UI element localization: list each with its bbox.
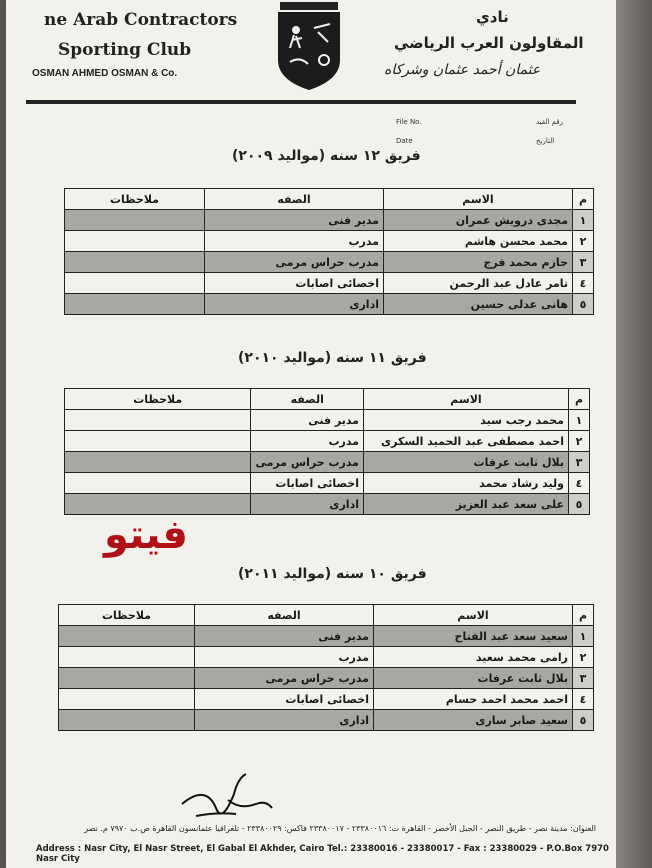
team-10-title: فريق ١٠ سنه (مواليد ٢٠١١) <box>238 566 427 582</box>
footer-address-ar: العنوان: مدينة نصر - طريق النصر - الجبل الأخضر - القاهرة ت: ٢٣٣٨٠٠١٦ - ٢٣٣٨٠٠١٧ فاكس: ٢٣٣٨٠٠٢٩ - تلغرافيا عثمانسون القاهرة ص.ب ٧٩٧٠ م. نصر <box>84 824 596 833</box>
table-row <box>59 689 594 710</box>
col-name: الاسم <box>374 605 573 626</box>
row-role: مدرب <box>205 231 384 252</box>
club-name-ar-line2: المقاولون العرب الرياضي <box>394 34 584 52</box>
row-role: مدرب <box>195 647 374 668</box>
table-header-row <box>65 189 594 210</box>
table-row <box>65 431 590 452</box>
table-row <box>65 273 594 294</box>
row-name: بلال ثابت عرفات <box>374 668 573 689</box>
row-notes <box>65 410 251 431</box>
table-row <box>65 294 594 315</box>
row-name: بلال ثابت عرفات <box>364 452 569 473</box>
row-role: مدرب حراس مرمى <box>205 252 384 273</box>
team-12-table <box>64 188 594 315</box>
table-header-row <box>65 389 590 410</box>
team-11-table <box>64 388 590 515</box>
row-notes <box>59 626 195 647</box>
row-name: احمد محمد احمد حسام <box>374 689 573 710</box>
row-num: ٣ <box>573 252 594 273</box>
row-notes <box>59 689 195 710</box>
col-notes: ملاحظات <box>65 389 251 410</box>
row-role: مدرب حراس مرمى <box>195 668 374 689</box>
row-name: وليد رشاد محمد <box>364 473 569 494</box>
row-notes <box>65 273 205 294</box>
row-notes <box>65 210 205 231</box>
row-role: مدرب <box>251 431 364 452</box>
row-role: ادارى <box>251 494 364 515</box>
row-num: ١ <box>573 626 594 647</box>
row-num: ١ <box>569 410 590 431</box>
col-role: الصفه <box>205 189 384 210</box>
table-row <box>65 452 590 473</box>
row-num: ٥ <box>573 294 594 315</box>
file-no-label-ar: رقم القيد <box>536 118 564 126</box>
row-num: ٥ <box>569 494 590 515</box>
col-num: م <box>573 189 594 210</box>
row-role: ادارى <box>195 710 374 731</box>
row-name: هانى عدلى حسين <box>384 294 573 315</box>
row-name: محمد محسن هاشم <box>384 231 573 252</box>
row-name: سعيد صابر سارى <box>374 710 573 731</box>
row-num: ٥ <box>573 710 594 731</box>
table-row <box>65 410 590 431</box>
row-notes <box>65 252 205 273</box>
row-num: ٤ <box>573 689 594 710</box>
col-num: م <box>573 605 594 626</box>
row-num: ٤ <box>573 273 594 294</box>
row-num: ٣ <box>573 668 594 689</box>
table-row <box>59 647 594 668</box>
row-role: مدرب حراس مرمى <box>251 452 364 473</box>
row-role: ادارى <box>205 294 384 315</box>
team-12-title: فريق ١٢ سنه (مواليد ٢٠٠٩) <box>232 148 421 164</box>
row-num: ٣ <box>569 452 590 473</box>
row-name: محمد رجب سيد <box>364 410 569 431</box>
table-row <box>65 252 594 273</box>
club-logo <box>274 2 344 92</box>
document-page <box>6 0 616 868</box>
row-name: احمد مصطفى عبد الحميد السكرى <box>364 431 569 452</box>
col-notes: ملاحظات <box>59 605 195 626</box>
col-role: الصفه <box>251 389 364 410</box>
row-notes <box>59 647 195 668</box>
row-notes <box>65 473 251 494</box>
company-name-en: OSMAN AHMED OSMAN & Co. <box>32 68 178 79</box>
row-num: ٤ <box>569 473 590 494</box>
table-row <box>65 231 594 252</box>
footer-address-en: Address : Nasr City, El Nasr Street, El Gabal El Akhder, Cairo Tel.: 23380016 - 23380017 - Fax : 23380029 - P.O.Box 7970 Nasr City <box>36 844 609 864</box>
table-row <box>65 473 590 494</box>
col-name: الاسم <box>384 189 573 210</box>
row-name: رامى محمد سعيد <box>374 647 573 668</box>
col-role: الصفه <box>195 605 374 626</box>
date-label: Date <box>396 137 413 145</box>
header-divider <box>26 100 576 104</box>
date-label-ar: التاريخ <box>536 137 555 145</box>
row-notes <box>65 294 205 315</box>
row-notes <box>65 452 251 473</box>
publisher-watermark: فيتو <box>104 512 188 558</box>
table-row <box>59 668 594 689</box>
row-role: اخصائى اصابات <box>195 689 374 710</box>
row-notes <box>59 710 195 731</box>
row-role: مدير فنى <box>195 626 374 647</box>
table-row <box>65 210 594 231</box>
row-role: مدير فنى <box>205 210 384 231</box>
row-name: تامر عادل عبد الرحمن <box>384 273 573 294</box>
col-num: م <box>569 389 590 410</box>
row-num: ٢ <box>573 647 594 668</box>
row-name: حازم محمد فرج <box>384 252 573 273</box>
company-name-ar: عثمان أحمد عثمان وشركاه <box>384 62 541 78</box>
row-notes <box>65 431 251 452</box>
row-notes <box>65 231 205 252</box>
row-role: اخصائى اصابات <box>205 273 384 294</box>
row-notes <box>59 668 195 689</box>
row-name: سعيد سعد عبد الفتاح <box>374 626 573 647</box>
file-no-label: File No. <box>396 118 422 126</box>
row-num: ١ <box>573 210 594 231</box>
row-num: ٢ <box>569 431 590 452</box>
table-row <box>59 710 594 731</box>
row-name: على سعد عبد العزيز <box>364 494 569 515</box>
row-num: ٢ <box>573 231 594 252</box>
club-name-ar-line1: نادي <box>476 8 509 26</box>
row-role: مدير فنى <box>251 410 364 431</box>
col-notes: ملاحظات <box>65 189 205 210</box>
club-name-en-line1: ne Arab Contractors <box>44 10 238 30</box>
scan-right-edge <box>616 0 652 868</box>
row-name: مجدى درويش عمران <box>384 210 573 231</box>
team-10-table <box>58 604 594 731</box>
club-name-en-line2: Sporting Club <box>58 40 192 60</box>
col-name: الاسم <box>364 389 569 410</box>
row-role: اخصائى اصابات <box>251 473 364 494</box>
table-header-row <box>59 605 594 626</box>
team-11-title: فريق ١١ سنه (مواليد ٢٠١٠) <box>238 350 427 366</box>
table-row <box>59 626 594 647</box>
